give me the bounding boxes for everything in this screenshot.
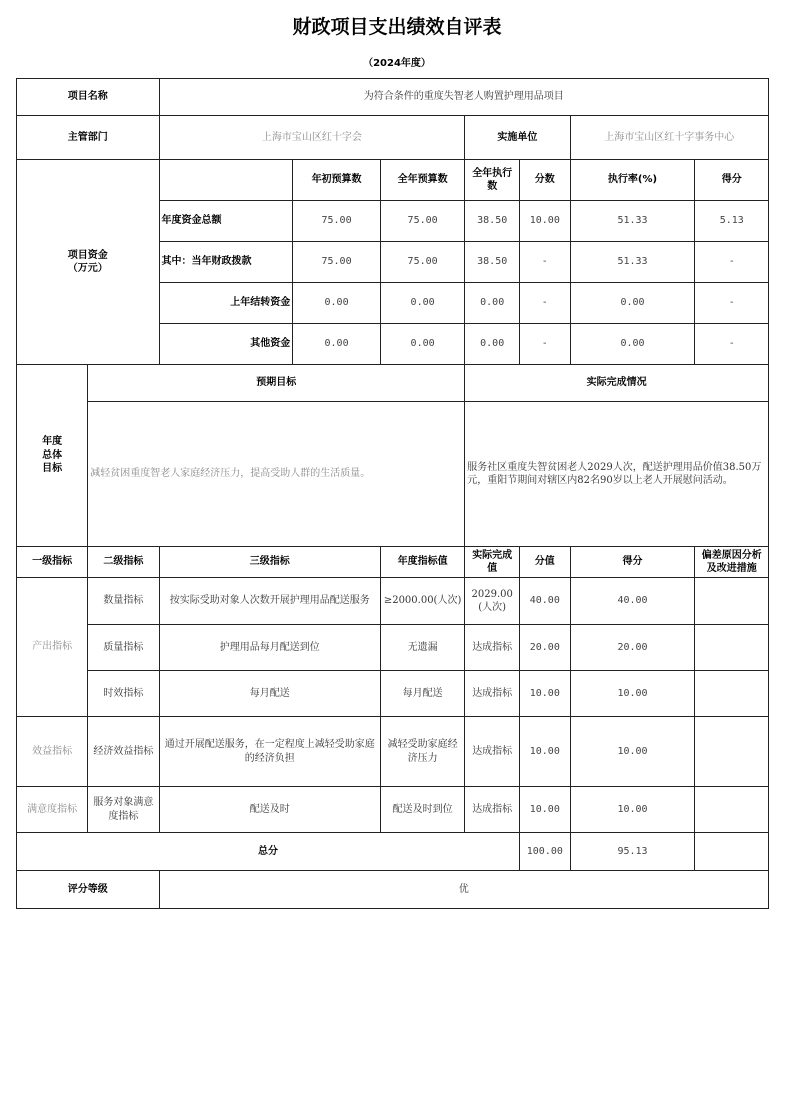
indicator-row bbox=[17, 625, 769, 671]
grade-label: 评分等级 bbox=[17, 871, 160, 909]
funds-cell: 38.50 bbox=[465, 201, 520, 242]
grade-row bbox=[17, 871, 769, 909]
indicator-weight: 10.00 bbox=[520, 717, 570, 787]
funds-header: 年初预算数 bbox=[293, 160, 381, 201]
funds-cell: - bbox=[520, 242, 570, 283]
indicator-target: 减轻受助家庭经济压力 bbox=[380, 717, 464, 787]
dept-row bbox=[17, 116, 769, 160]
funds-header: 得分 bbox=[695, 160, 769, 201]
indicator-l2: 经济效益指标 bbox=[88, 717, 159, 787]
indicators-header-row bbox=[17, 547, 769, 578]
actual-result-header: 实际完成情况 bbox=[465, 365, 769, 402]
indicator-header: 年度指标值 bbox=[380, 547, 464, 578]
funds-cell: 0.00 bbox=[465, 324, 520, 365]
indicator-actual: 2029.00(人次) bbox=[465, 578, 520, 625]
indicator-header: 得分 bbox=[570, 547, 695, 578]
dept-label: 主管部门 bbox=[17, 116, 160, 160]
funds-cell: 0.00 bbox=[380, 283, 464, 324]
indicator-l3: 通过开展配送服务，在一定程度上减轻受助家庭的经济负担 bbox=[159, 717, 380, 787]
funds-cell: 51.33 bbox=[570, 242, 695, 283]
indicator-weight: 20.00 bbox=[520, 625, 570, 671]
indicator-note bbox=[695, 717, 769, 787]
indicator-header: 偏差原因分析及改进措施 bbox=[695, 547, 769, 578]
funds-header: 分数 bbox=[520, 160, 570, 201]
indicator-actual: 达成指标 bbox=[465, 625, 520, 671]
indicator-weight: 10.00 bbox=[520, 671, 570, 717]
project-name-label: 项目名称 bbox=[17, 79, 160, 116]
indicator-target: 配送及时到位 bbox=[380, 787, 464, 833]
total-note bbox=[695, 833, 769, 871]
project-name-value: 为符合条件的重度失智老人购置护理用品项目 bbox=[159, 79, 769, 116]
indicator-note bbox=[695, 578, 769, 625]
indicator-header: 实际完成值 bbox=[465, 547, 520, 578]
indicator-row bbox=[17, 671, 769, 717]
indicator-header: 一级指标 bbox=[17, 547, 88, 578]
funds-cell: 51.33 bbox=[570, 201, 695, 242]
indicator-header: 分值 bbox=[520, 547, 570, 578]
indicator-l3: 每月配送 bbox=[159, 671, 380, 717]
indicator-score: 10.00 bbox=[570, 717, 695, 787]
indicator-l3: 护理用品每月配送到位 bbox=[159, 625, 380, 671]
actual-result-text: 服务社区重度失智贫困老人2029人次，配送护理用品价值38.50万元，重阳节期间对辖区内82名90岁以上老人开展慰问活动。 bbox=[465, 402, 769, 547]
funds-cell: - bbox=[520, 283, 570, 324]
expected-goal-text: 减轻贫困重度智老人家庭经济压力，提高受助人群的生活质量。 bbox=[88, 402, 465, 547]
funds-cell: 38.50 bbox=[465, 242, 520, 283]
funds-row-label: 其他资金 bbox=[159, 324, 293, 365]
funds-cell: 0.00 bbox=[570, 283, 695, 324]
funds-cell: 75.00 bbox=[293, 201, 381, 242]
funds-cell: 0.00 bbox=[293, 324, 381, 365]
funds-cell: - bbox=[695, 324, 769, 365]
indicator-actual: 达成指标 bbox=[465, 787, 520, 833]
total-row bbox=[17, 833, 769, 871]
benefit-indicator-label: 效益指标 bbox=[17, 717, 88, 787]
funds-cell: 0.00 bbox=[465, 283, 520, 324]
indicator-note bbox=[695, 671, 769, 717]
satisfaction-indicator-label: 满意度指标 bbox=[17, 787, 88, 833]
expected-goal-header: 预期目标 bbox=[88, 365, 465, 402]
page-title: 财政项目支出绩效自评表 bbox=[292, 16, 502, 38]
indicator-l2: 数量指标 bbox=[88, 578, 159, 625]
indicator-l2: 服务对象满意度指标 bbox=[88, 787, 159, 833]
goals-header-row bbox=[17, 365, 769, 402]
indicator-weight: 10.00 bbox=[520, 787, 570, 833]
total-score: 95.13 bbox=[570, 833, 695, 871]
funds-cell: 75.00 bbox=[293, 242, 381, 283]
report-year: （2024年度） bbox=[363, 58, 431, 69]
funds-header: 全年执行数 bbox=[465, 160, 520, 201]
funds-cell: 0.00 bbox=[570, 324, 695, 365]
funds-cell: 10.00 bbox=[520, 201, 570, 242]
funds-cell: 0.00 bbox=[293, 283, 381, 324]
dept-value: 上海市宝山区红十字会 bbox=[159, 116, 465, 160]
unit-value: 上海市宝山区红十字事务中心 bbox=[570, 116, 768, 160]
funds-header: 全年预算数 bbox=[380, 160, 464, 201]
total-label: 总分 bbox=[17, 833, 520, 871]
indicator-note bbox=[695, 787, 769, 833]
indicator-header: 三级指标 bbox=[159, 547, 380, 578]
funds-row-label: 年度资金总额 bbox=[159, 201, 293, 242]
goals-content-row bbox=[17, 402, 769, 547]
indicator-target: 每月配送 bbox=[380, 671, 464, 717]
indicator-row bbox=[17, 578, 769, 625]
funds-cell: 5.13 bbox=[695, 201, 769, 242]
funds-header-blank bbox=[159, 160, 293, 201]
funds-cell: - bbox=[695, 242, 769, 283]
indicator-target: 无遗漏 bbox=[380, 625, 464, 671]
indicator-l3: 配送及时 bbox=[159, 787, 380, 833]
goals-label: 年度 总体 目标 bbox=[17, 365, 88, 547]
indicator-score: 10.00 bbox=[570, 787, 695, 833]
funds-cell: 75.00 bbox=[380, 201, 464, 242]
indicator-note bbox=[695, 625, 769, 671]
grade-value: 优 bbox=[159, 871, 769, 909]
funds-label: 项目资金 （万元） bbox=[17, 160, 160, 365]
indicator-row bbox=[17, 717, 769, 787]
funds-header: 执行率(%) bbox=[570, 160, 695, 201]
indicator-l2: 时效指标 bbox=[88, 671, 159, 717]
total-weight: 100.00 bbox=[520, 833, 570, 871]
funds-row-label: 上年结转资金 bbox=[159, 283, 293, 324]
indicator-score: 20.00 bbox=[570, 625, 695, 671]
output-indicator-label: 产出指标 bbox=[17, 578, 88, 717]
indicator-actual: 达成指标 bbox=[465, 717, 520, 787]
indicator-actual: 达成指标 bbox=[465, 671, 520, 717]
funds-cell: - bbox=[695, 283, 769, 324]
indicator-l2: 质量指标 bbox=[88, 625, 159, 671]
indicator-l3: 按实际受助对象人次数开展护理用品配送服务 bbox=[159, 578, 380, 625]
unit-label: 实施单位 bbox=[465, 116, 570, 160]
project-name-row bbox=[17, 79, 769, 116]
indicator-target: ≥2000.00(人次) bbox=[380, 578, 464, 625]
funds-cell: 0.00 bbox=[380, 324, 464, 365]
indicator-row bbox=[17, 787, 769, 833]
indicator-score: 40.00 bbox=[570, 578, 695, 625]
indicator-score: 10.00 bbox=[570, 671, 695, 717]
funds-cell: - bbox=[520, 324, 570, 365]
indicator-header: 二级指标 bbox=[88, 547, 159, 578]
evaluation-table bbox=[16, 78, 769, 909]
funds-header-row bbox=[17, 160, 769, 201]
funds-cell: 75.00 bbox=[380, 242, 464, 283]
funds-row-label: 其中：当年财政拨款 bbox=[159, 242, 293, 283]
indicator-weight: 40.00 bbox=[520, 578, 570, 625]
